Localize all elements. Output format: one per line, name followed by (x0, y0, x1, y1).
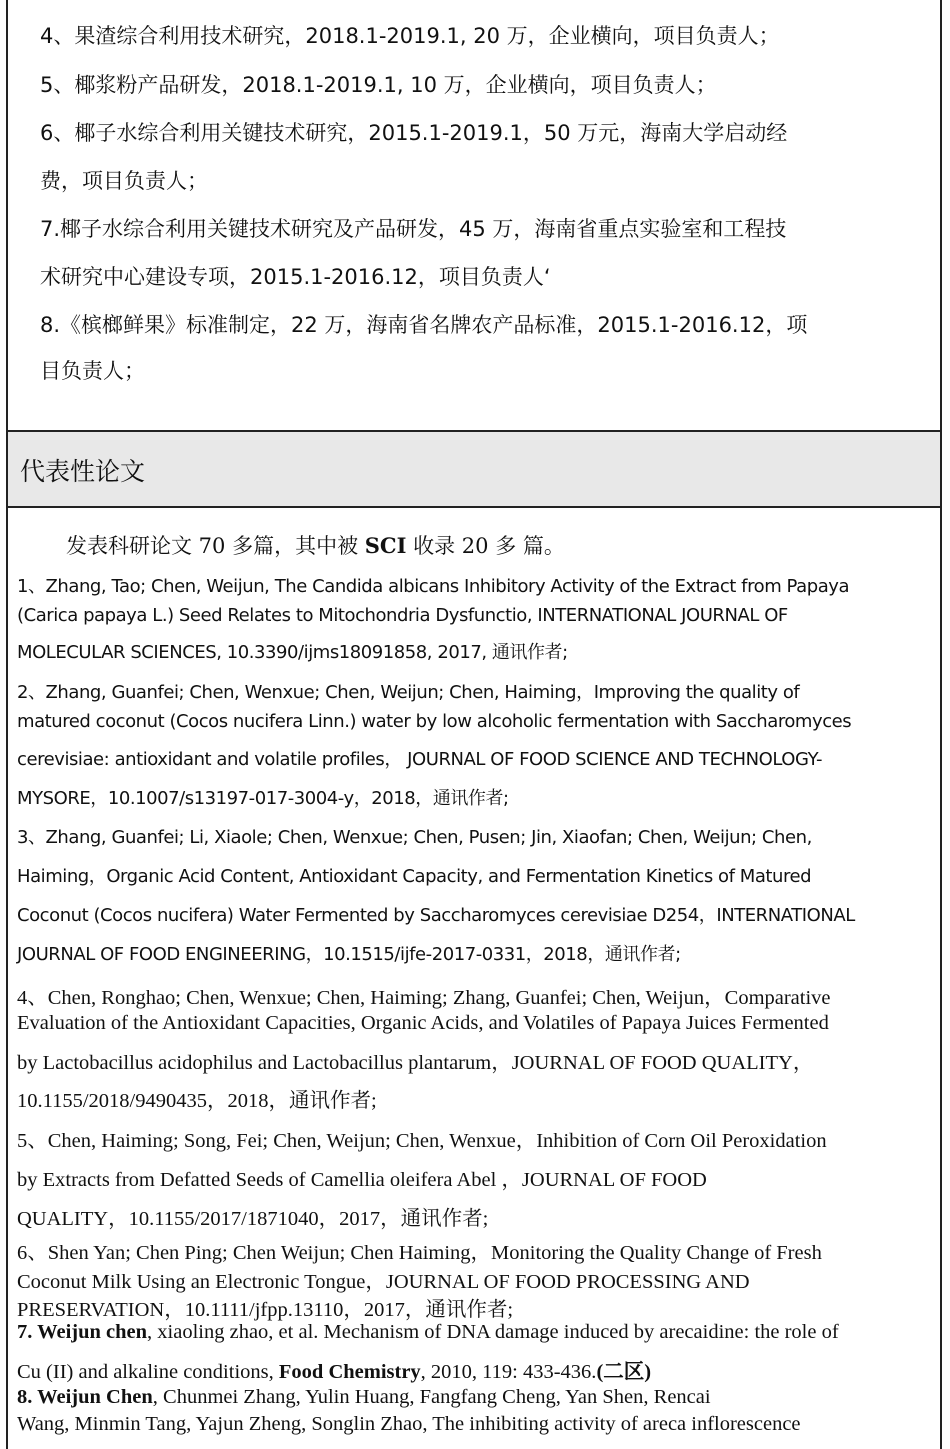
project-item-5: 5、椰浆粉产品研发，2018.1-2019.1, 10 万，企业横向，项目负责人； (40, 73, 717, 97)
intro-post: 收录 20 多 篇。 (406, 534, 565, 558)
paper-2-line-4: MYSORE，10.1007/s13197-017-3004-y，2018，通讯作者; (17, 788, 509, 809)
intro-sci: SCI (364, 533, 407, 558)
paper-7-author: 7. Weijun chen (17, 1321, 148, 1343)
paper-7-journal: Food Chemistry (278, 1361, 421, 1383)
paper-7-source-c: , 2010, 119: 433-436. (420, 1361, 597, 1383)
intro-pre: 发表科研论文 70 多篇，其中被 (66, 534, 365, 558)
paper-7-source-a: Cu (II) and alkaline conditions, (17, 1361, 279, 1383)
paper-1-line-1: 1、Zhang, Tao; Chen, Weijun, The Candida albicans Inhibitory Activity of the Extract from Papaya (17, 576, 850, 597)
paper-3-line-1: 3、Zhang, Guanfei; Li, Xiaole; Chen, Wenxue; Chen, Pusen; Jin, Xiaofan; Chen, Weijun; Chen, (17, 827, 812, 848)
project-item-4: 4、果渣综合利用技术研究，2018.1-2019.1, 20 万，企业横向，项目负责人； (40, 24, 780, 48)
paper-6-line-3: PRESERVATION，10.1111/jfpp.13110，2017，通讯作者; (17, 1299, 514, 1321)
paper-5-line-3: QUALITY，10.1155/2017/1871040，2017，通讯作者; (17, 1208, 489, 1230)
project-item-6-line-1: 6、椰子水综合利用关键技术研究，2015.1-2019.1，50 万元，海南大学启动经 (40, 121, 788, 145)
paper-5-line-1: 5、Chen, Haiming; Song, Fei; Chen, Weijun; Chen, Wenxue，Inhibition of Corn Oil Peroxidation (17, 1130, 827, 1152)
paper-1-line-2: (Carica papaya L.) Seed Relates to Mitochondria Dysfunctio, INTERNATIONAL JOURNAL OF (17, 605, 788, 626)
paper-3-line-2: Haiming，Organic Acid Content, Antioxidant Capacity, and Fermentation Kinetics of Matured (17, 866, 812, 887)
paper-5-line-2: by Extracts from Defatted Seeds of Camellia oleifera Abel ，JOURNAL OF FOOD (17, 1169, 707, 1191)
paper-4-line-3: by Lactobacillus acidophilus and Lactobacillus plantarum，JOURNAL OF FOOD QUALITY， (17, 1052, 814, 1074)
project-item-8-line-2: 目负责人； (40, 359, 145, 383)
papers-intro (66, 530, 565, 560)
paper-3-line-4: JOURNAL OF FOOD ENGINEERING，10.1515/ijfe-2017-0331，2018，通讯作者; (17, 944, 681, 965)
paper-4-line-4: 10.1155/2018/9490435，2018，通讯作者; (17, 1090, 377, 1112)
paper-8-rest: , Chunmei Zhang, Yulin Huang, Fangfang Cheng, Yan Shen, Rencai (152, 1386, 711, 1408)
section-title: 代表性论文 (20, 457, 146, 486)
paper-4-line-1: 4、Chen, Ronghao; Chen, Wenxue; Chen, Haiming; Zhang, Guanfei; Chen, Weijun，Comparative (17, 987, 831, 1009)
paper-8-line-2: Wang, Minmin Tang, Yajun Zheng, Songlin Zhao, The inhibiting activity of areca inflorescence (17, 1413, 801, 1435)
paper-8-author: 8. Weijun Chen (17, 1386, 153, 1408)
project-item-7-line-1: 7.椰子水综合利用关键技术研究及产品研发，45 万，海南省重点实验室和工程技 (40, 217, 787, 241)
paper-4-line-2: Evaluation of the Antioxidant Capacities, Organic Acids, and Volatiles of Papaya Juices Fermented (17, 1012, 829, 1034)
paper-7-rest: , xiaoling zhao, et al. Mechanism of DNA damage induced by arecaidine: the role of (147, 1321, 839, 1343)
project-item-7-line-2: 术研究中心建设专项，2015.1-2016.12，项目负责人‘ (40, 265, 551, 289)
section-header (6, 430, 942, 508)
paper-2-line-2: matured coconut (Cocos nucifera Linn.) water by low alcoholic fermentation with Saccharomyces (17, 711, 852, 732)
paper-7-line-2 (17, 1354, 932, 1384)
paper-1-line-3: MOLECULAR SCIENCES, 10.3390/ijms18091858, 2017, 通讯作者; (17, 642, 568, 663)
paper-3-line-3: Coconut (Cocos nucifera) Water Fermented by Saccharomyces cerevisiae D254，INTERNATIONAL (17, 905, 855, 926)
project-item-8-line-1: 8.《槟榔鲜果》标准制定，22 万，海南省名牌农产品标准，2015.1-2016.12，项 (40, 313, 808, 337)
project-item-6-line-2: 费，项目负责人； (40, 169, 208, 193)
paper-7-line-1 (17, 1321, 932, 1344)
paper-6-line-2: Coconut Milk Using an Electronic Tongue，JOURNAL OF FOOD PROCESSING AND (17, 1271, 750, 1293)
paper-6-line-1: 6、Shen Yan; Chen Ping; Chen Weijun; Chen Haiming，Monitoring the Quality Change of Fresh (17, 1242, 822, 1264)
paper-2-line-1: 2、Zhang, Guanfei; Chen, Wenxue; Chen, Weijun; Chen, Haiming，Improving the quality of (17, 682, 800, 703)
paper-2-line-3: cerevisiae: antioxidant and volatile profiles， JOURNAL OF FOOD SCIENCE AND TECHNOLOGY- (17, 749, 823, 770)
paper-8-line-1 (17, 1386, 932, 1409)
paper-7-zone: (二区) (596, 1361, 652, 1383)
